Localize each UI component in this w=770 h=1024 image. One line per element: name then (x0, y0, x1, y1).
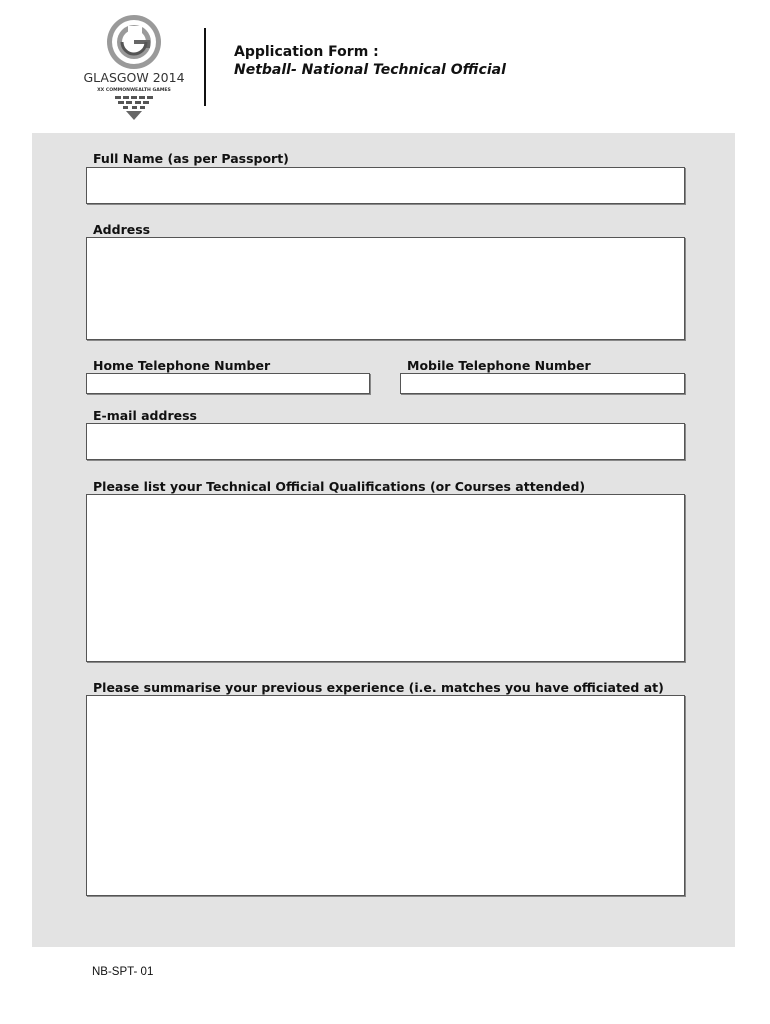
mobile-phone-label: Mobile Telephone Number (407, 358, 591, 373)
mobile-phone-field[interactable] (400, 373, 685, 394)
email-field[interactable] (86, 423, 685, 460)
full-name-label: Full Name (as per Passport) (93, 151, 289, 166)
header-divider (204, 28, 206, 106)
home-phone-field[interactable] (86, 373, 370, 394)
glasgow-2014-logo (78, 12, 190, 124)
full-name-field[interactable] (86, 167, 685, 204)
footer-code: NB-SPT- 01 (92, 966, 154, 978)
email-label: E-mail address (93, 408, 197, 423)
logo-name: GLASGOW 2014 (83, 70, 185, 85)
experience-label: Please summarise your previous experience (i.e. matches you have officiated at) (93, 680, 664, 695)
form-title: Application Form : (234, 44, 379, 60)
form-subtitle: Netball- National Technical Official (234, 62, 506, 78)
home-phone-label: Home Telephone Number (93, 358, 271, 373)
qualifications-field[interactable] (86, 494, 685, 662)
address-field[interactable] (86, 237, 685, 340)
qualifications-label: Please list your Technical Official Qualifications (or Courses attended) (93, 479, 586, 494)
address-label: Address (93, 222, 151, 237)
logo-subtitle: XX COMMONWEALTH GAMES (97, 88, 171, 93)
experience-field[interactable] (86, 695, 685, 896)
